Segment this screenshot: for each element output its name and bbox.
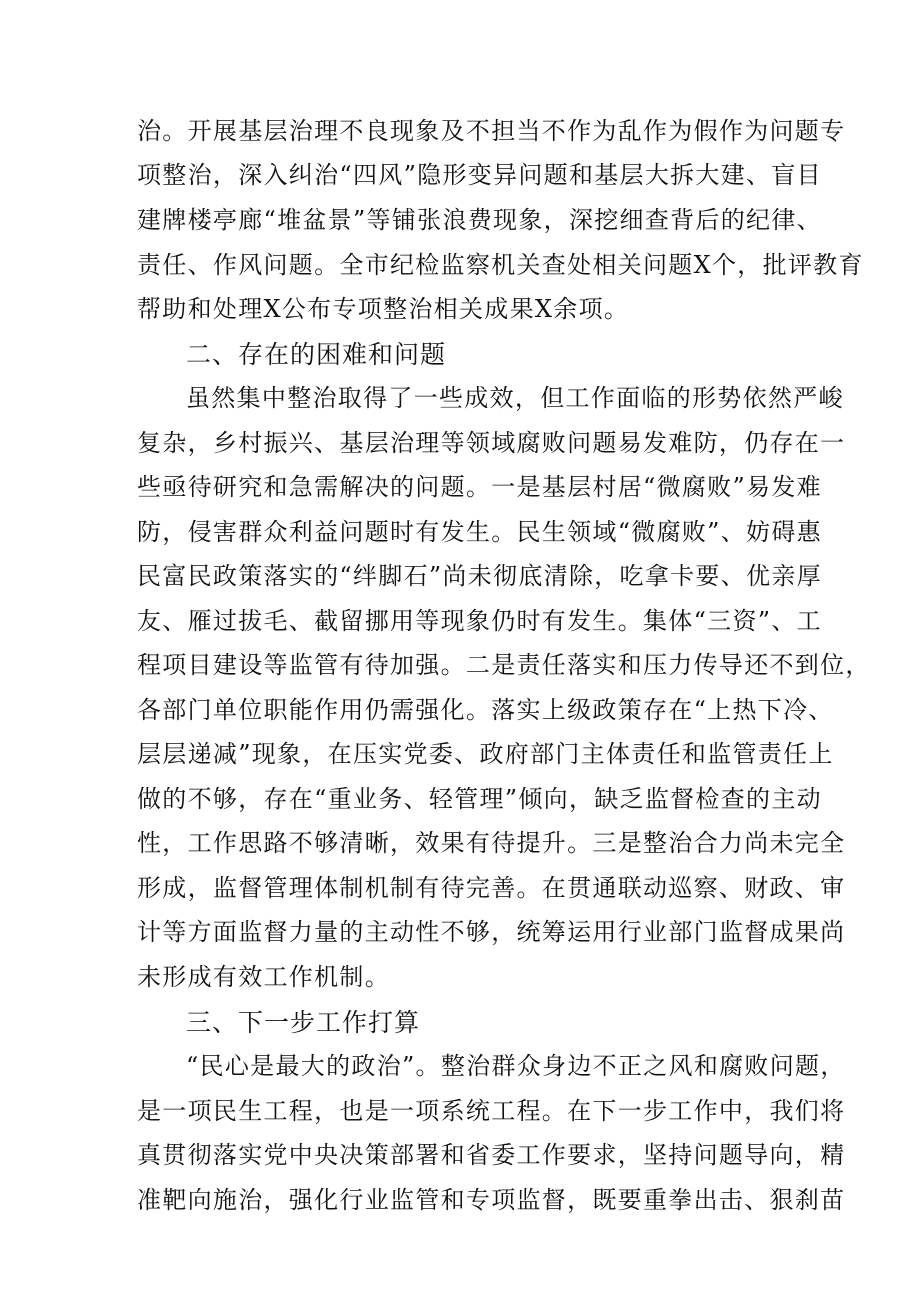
body-line: 复杂，乡村振兴、基层治理等领域腐败问题易发难防，仍存在一 bbox=[137, 429, 846, 457]
section-heading-3: 三、下一步工作打算 bbox=[186, 1008, 421, 1037]
body-line: 形成，监督管理体制机制有待完善。在贯通联动巡察、财政、审 bbox=[137, 874, 846, 902]
body-line: 做的不够，存在“重业务、轻管理”倾向，缺乏监督检查的主动 bbox=[137, 785, 822, 813]
body-line: 性，工作思路不够清晰，效果有待提升。三是整治合力尚未完全 bbox=[137, 829, 846, 857]
section-heading-2: 二、存在的困难和问题 bbox=[186, 340, 447, 369]
body-line: 程项目建设等监管有待加强。二是责任落实和压力传导还不到位， bbox=[137, 651, 871, 679]
body-line: 虽然集中整治取得了一些成效，但工作面临的形势依然严峻 bbox=[186, 384, 844, 412]
body-line: 建牌楼亭廊“堆盆景”等铺张浪费现象，深挖细查背后的纪律、 bbox=[137, 206, 822, 234]
body-line: 项整治，深入纠治“四风”隐形变异问题和基层大拆大建、盲目 bbox=[137, 161, 822, 189]
body-line: 未形成有效工作机制。 bbox=[137, 963, 390, 991]
body-line: 各部门单位职能作用仍需强化。落实上级政策存在“上热下冷、 bbox=[137, 696, 834, 724]
body-line: 治。开展基层治理不良现象及不担当不作为乱作为假作为问题专 bbox=[137, 117, 846, 145]
body-line: 防，侵害群众利益问题时有发生。民生领域“微腐败”、妨碍惠 bbox=[137, 518, 822, 546]
body-line: “民心是最大的政治”。整治群众身边不正之风和腐败问题， bbox=[186, 1052, 846, 1080]
body-line: 准靶向施治，强化行业监管和专项监督，既要重拳出击、狠刹苗 bbox=[137, 1186, 846, 1214]
body-line: 帮助和处理X公布专项整治相关成果X余项。 bbox=[137, 295, 630, 323]
body-line: 些亟待研究和急需解决的问题。一是基层村居“微腐败”易发难 bbox=[137, 473, 822, 501]
body-line: 是一项民生工程，也是一项系统工程。在下一步工作中，我们将 bbox=[137, 1097, 846, 1125]
body-line: 责任、作风问题。全市纪检监察机关查处相关问题X个，批评教育 bbox=[137, 251, 864, 279]
body-line: 层层递减”现象，在压实党委、政府部门主体责任和监管责任上 bbox=[137, 740, 834, 768]
body-line: 友、雁过拔毛、截留挪用等现象仍时有发生。集体“三资”、工 bbox=[137, 607, 822, 635]
body-line: 真贯彻落实党中央决策部署和省委工作要求，坚持问题导向，精 bbox=[137, 1141, 846, 1169]
body-line: 计等方面监督力量的主动性不够，统筹运用行业部门监督成果尚 bbox=[137, 918, 846, 946]
body-line: 民富民政策落实的“绊脚石”尚未彻底清除，吃拿卡要、优亲厚 bbox=[137, 562, 822, 590]
